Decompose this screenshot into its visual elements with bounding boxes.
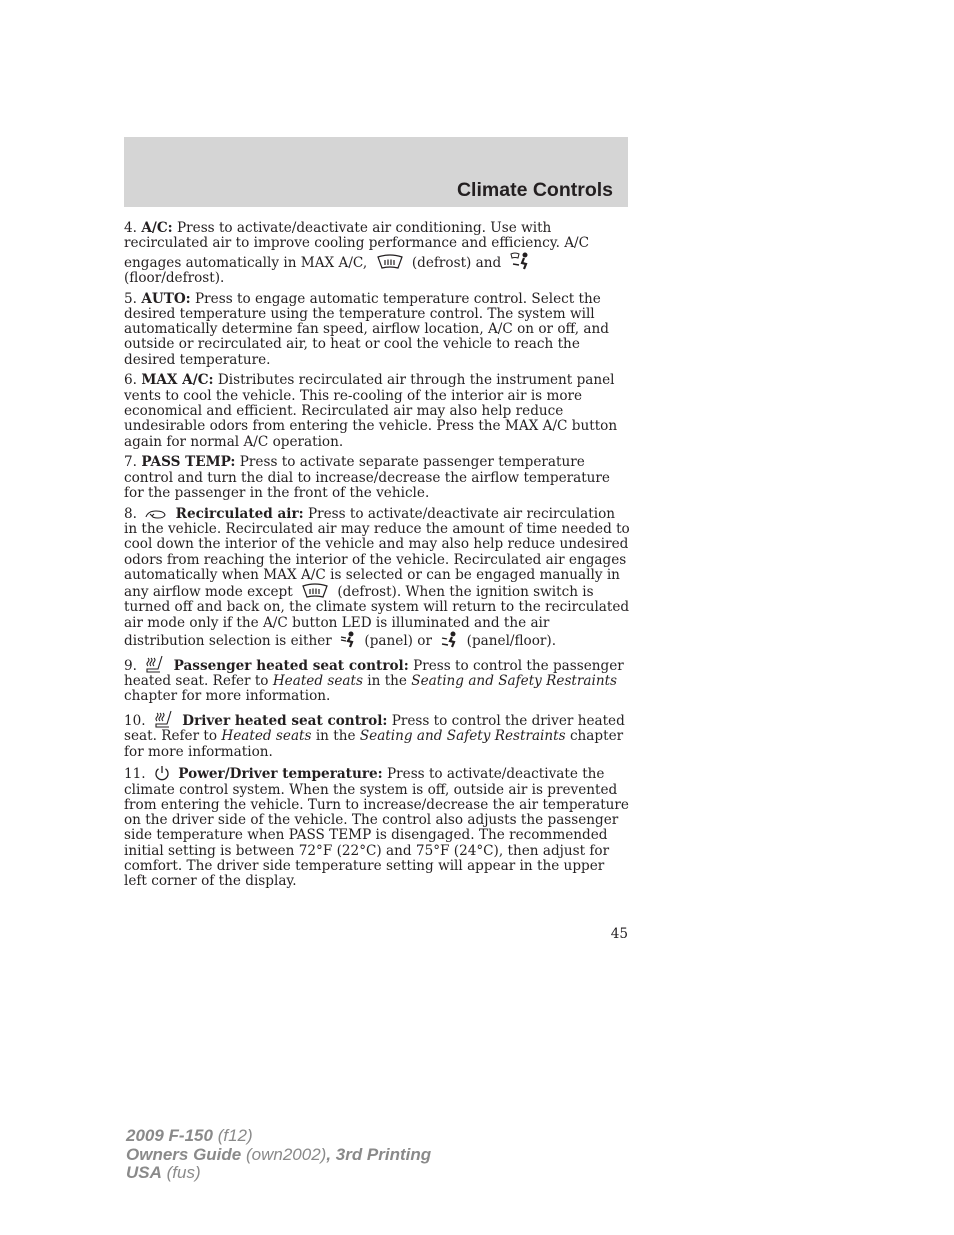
item-reference: Heated seats <box>272 672 363 689</box>
document-footer <box>126 1127 431 1183</box>
footer-model-code: (f12) <box>217 1126 253 1145</box>
item-text: Press to activate/deactivate air conditioning. Use with recirculated air to improve cooling performance and efficiency. A/C engages automatically in MAX A/C, <box>124 220 590 271</box>
item-label: MAX A/C: <box>141 372 214 389</box>
item-text: in the <box>315 728 356 745</box>
panel-vent-icon <box>340 631 356 648</box>
item-label: Driver heated seat control: <box>182 712 388 729</box>
item-label: A/C: <box>141 220 173 236</box>
item-text: Distributes recirculated air through the instrument panel vents to cool the vehicle. This re-cooling of the interior air is more economical and efficient. Recirculated air may also help reduce undesirable odors from entering the vehicle. Press the MAX A/C button again for normal A/C operation. <box>124 372 618 450</box>
heated-seat-icon <box>154 710 174 728</box>
item-text: Press to activate separate passenger temperature control and turn the dial to increase/decrease the airflow temperature for the passenger in the front of the vehicle. <box>124 454 610 501</box>
item-driver-heated-seat <box>124 710 630 760</box>
item-text: (defrost) and <box>411 254 502 271</box>
item-number: 9. <box>124 657 137 674</box>
page-content <box>124 221 630 895</box>
item-text: (floor/defrost). <box>124 269 225 286</box>
footer-model: 2009 F-150 <box>126 1126 213 1145</box>
item-number: 6. <box>124 372 137 389</box>
heated-seat-icon <box>145 655 165 673</box>
section-title: Climate Controls <box>456 179 613 201</box>
item-text: Press to engage automatic temperature control. Select the desired temperature using the temperature control. The system will automatically determine fan speed, airflow location, A/C on or off, and outside or recirculated air, to heat or cool the vehicle to reach the desired temperature. <box>124 290 609 368</box>
defrost-icon <box>376 254 404 270</box>
recirculation-icon <box>145 509 167 521</box>
footer-line-market <box>126 1164 431 1183</box>
item-number: 5. <box>124 290 137 307</box>
item-text: (panel) or <box>364 632 432 649</box>
item-text: Press to activate/deactivate air recirculation in the vehicle. Recirculated air may reduce the amount of time needed to cool down the interior of the vehicle and may also help reduce undesired odors from reaching the interior of the vehicle. Recirculated air engages automatically when MAX A/C is selected or can be engaged manually in any airflow mode except <box>124 505 630 601</box>
footer-line-guide <box>126 1146 431 1165</box>
item-label: PASS TEMP: <box>141 454 236 471</box>
footer-guide: Owners Guide <box>126 1144 242 1164</box>
item-text: chapter for more information. <box>124 728 624 760</box>
item-label: AUTO: <box>141 290 191 307</box>
item-text: (defrost). When the ignition switch is turned off and back on, the climate system will return to the recirculated air mode only if the A/C button LED is illuminated and the air distribution selection is either <box>124 584 630 649</box>
item-number: 11. <box>124 766 146 783</box>
item-reference: Seating and Safety Restraints <box>359 728 566 745</box>
item-number: 8. <box>124 505 137 522</box>
item-passenger-heated-seat <box>124 655 630 705</box>
footer-guide-code: (own2002) <box>245 1144 327 1164</box>
floor-defrost-icon <box>510 252 530 270</box>
item-ac <box>124 221 630 286</box>
footer-printing: , 3rd Printing <box>326 1144 432 1164</box>
item-power-driver-temperature <box>124 765 630 889</box>
item-recirculated-air <box>124 507 630 650</box>
item-auto <box>124 292 630 368</box>
section-header <box>124 137 628 207</box>
item-number: 4. <box>124 220 137 236</box>
item-pass-temp <box>124 455 630 501</box>
footer-line-model <box>126 1127 431 1146</box>
item-reference: Seating and Safety Restraints <box>411 672 618 689</box>
item-reference: Heated seats <box>221 728 312 745</box>
item-text: in the <box>367 672 407 689</box>
panel-floor-icon <box>440 631 458 648</box>
footer-market-code: (fus) <box>166 1163 201 1182</box>
item-number: 7. <box>124 454 137 471</box>
item-text: Press to control the passenger heated seat. Refer to <box>124 657 624 689</box>
item-text: chapter for more information. <box>124 688 331 705</box>
page-number: 45 <box>610 926 628 942</box>
defrost-icon <box>301 583 329 599</box>
item-text: (panel/floor). <box>466 632 557 649</box>
item-label: Passenger heated seat control: <box>173 657 409 674</box>
item-label: Power/Driver temperature: <box>178 766 383 783</box>
item-label: Recirculated air: <box>175 505 304 522</box>
item-max-ac <box>124 373 630 449</box>
item-text: Press to activate/deactivate the climate control system. When the system is off, outside air is prevented from entering the vehicle. Turn to increase/decrease the air temperature on the driver side of the vehicle. The control also adjusts the passenger side temperature when PASS TEMP is disengaged. The recommended initial setting is between 72°F (22°C) and 75°F (24°C), then adjust for comfort. The driver side temperature setting will appear in the upper left corner of the display. <box>124 766 629 890</box>
footer-market: USA <box>126 1163 162 1182</box>
power-icon <box>154 765 170 781</box>
item-number: 10. <box>124 712 146 729</box>
item-text: Press to control the driver heated seat. Refer to <box>124 712 625 745</box>
